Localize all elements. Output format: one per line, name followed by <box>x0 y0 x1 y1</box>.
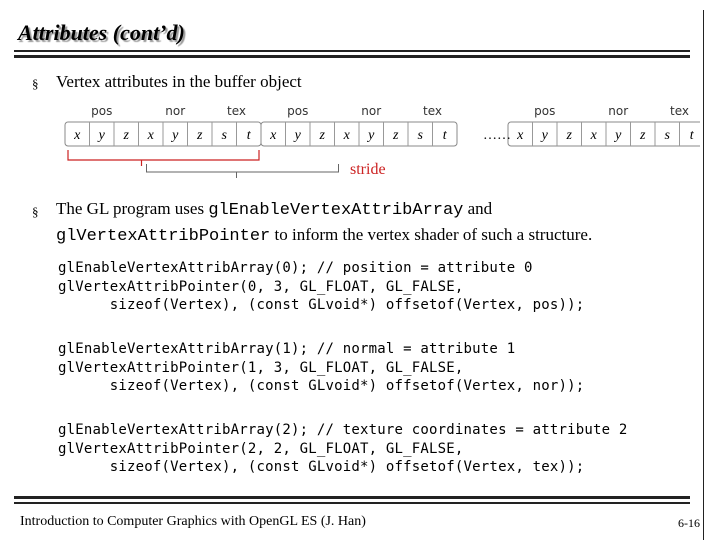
stride-label: stride <box>350 161 386 178</box>
label-nor: nor <box>361 104 382 118</box>
title-rule-thin <box>14 50 690 52</box>
component-z: z <box>123 128 129 143</box>
function-name: glEnableVertexAttribArray <box>208 201 464 220</box>
vertex-block <box>65 122 261 146</box>
label-nor: nor <box>608 104 629 118</box>
bullet-text: Vertex attributes in the buffer object <box>56 72 302 91</box>
code-line: glVertexAttribPointer(1, 3, GL_FLOAT, GL_FALSE, <box>58 359 464 376</box>
code-line: glVertexAttribPointer(0, 3, GL_FLOAT, GL_FALSE, <box>58 278 464 295</box>
label-pos: pos <box>287 104 309 118</box>
component-y: y <box>541 128 548 143</box>
code-line: sizeof(Vertex), (const GLvoid*) offsetof(Vertex, tex)); <box>58 459 585 475</box>
ellipsis: …… <box>483 128 511 143</box>
component-z: z <box>197 128 203 143</box>
component-x: x <box>517 128 524 143</box>
label-tex: tex <box>670 104 689 118</box>
label-pos: pos <box>91 104 113 118</box>
stride-bracket <box>68 150 339 178</box>
component-t: t <box>689 128 694 143</box>
bullet-marker: § <box>32 204 39 219</box>
offset-bracket-line <box>147 164 339 172</box>
label-pos: pos <box>534 104 556 118</box>
component-z: z <box>566 128 572 143</box>
slide-title: Attributes (cont’d) <box>18 20 185 45</box>
vertex-block <box>261 122 457 146</box>
function-name: glVertexAttribPointer <box>56 227 271 246</box>
component-t: t <box>246 128 251 143</box>
component-s: s <box>664 128 670 143</box>
component-t: t <box>442 128 447 143</box>
component-y: y <box>615 128 622 143</box>
component-y: y <box>368 128 375 143</box>
code-line: glVertexAttribPointer(2, 2, GL_FLOAT, GL_FALSE, <box>58 440 464 457</box>
code-line: glEnableVertexAttribArray(0); // position = attribute 0 <box>58 260 533 276</box>
component-x: x <box>147 128 154 143</box>
label-nor: nor <box>165 104 186 118</box>
component-z: z <box>640 128 646 143</box>
code-line: sizeof(Vertex), (const GLvoid*) offsetof(Vertex, pos)); <box>58 297 585 313</box>
right-margin-line <box>703 10 704 540</box>
code-line: glEnableVertexAttribArray(1); // normal = attribute 1 <box>58 341 516 357</box>
component-x: x <box>270 128 277 143</box>
vertex-blocks <box>65 122 700 146</box>
bullet-text-part: and <box>463 199 493 218</box>
component-y: y <box>294 128 301 143</box>
code-line: sizeof(Vertex), (const GLvoid*) offsetof(Vertex, nor)); <box>58 378 585 394</box>
footer-page-number: 6-16 <box>678 516 700 530</box>
label-tex: tex <box>227 104 246 118</box>
footer-course-title: Introduction to Computer Graphics with OpenGL ES (J. Han) <box>20 514 366 529</box>
bullet-text-part: The GL program uses <box>56 199 209 218</box>
component-s: s <box>417 128 423 143</box>
component-z: z <box>319 128 325 143</box>
component-x: x <box>74 128 81 143</box>
component-y: y <box>98 128 105 143</box>
code-block-position <box>58 259 584 315</box>
code-block-normal <box>58 340 584 396</box>
component-y: y <box>172 128 179 143</box>
stride-bracket-line <box>68 150 259 160</box>
component-s: s <box>221 128 227 143</box>
vertex-block-border <box>508 122 700 146</box>
code-block-texture <box>58 421 628 477</box>
component-x: x <box>343 128 350 143</box>
bullet-marker: § <box>32 76 39 91</box>
component-x: x <box>590 128 597 143</box>
footer-rule-thick <box>14 496 690 499</box>
code-line: glEnableVertexAttribArray(2); // texture coordinates = attribute 2 <box>58 422 628 438</box>
footer-rule-thin <box>14 502 690 504</box>
vertex-block <box>508 122 700 146</box>
bullet-text-2 <box>56 197 696 249</box>
bullet-text-part: to inform the vertex shader of such a structure. <box>270 225 593 244</box>
attribute-group-labels <box>91 104 689 118</box>
vertex-buffer-diagram <box>60 100 700 182</box>
label-tex: tex <box>423 104 442 118</box>
title-rule-thick <box>14 55 690 58</box>
component-z: z <box>393 128 399 143</box>
